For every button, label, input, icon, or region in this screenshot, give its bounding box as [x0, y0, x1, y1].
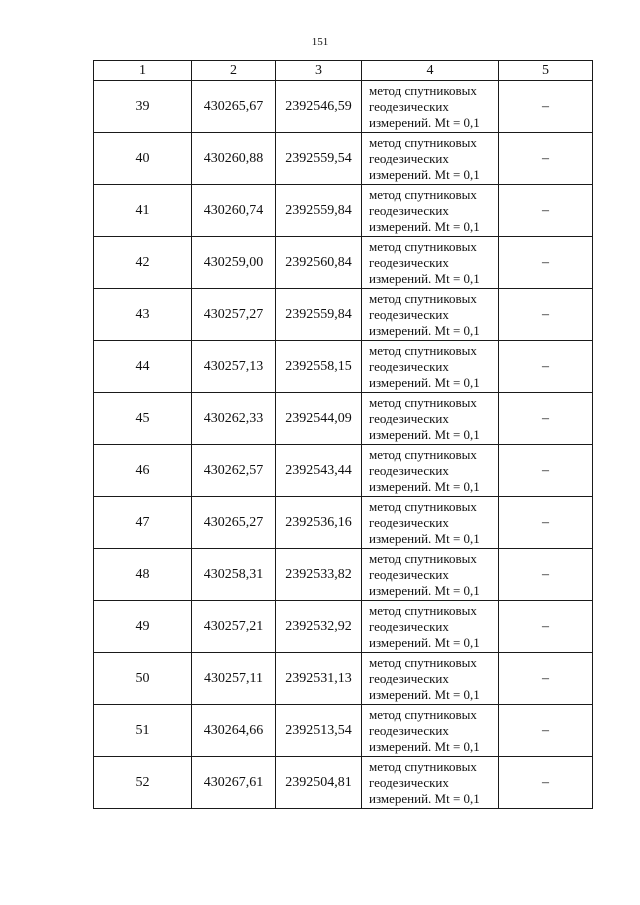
- method-line-1: метод спутниковых: [369, 186, 477, 202]
- page-number: 151: [311, 36, 329, 48]
- note-cell: –: [499, 497, 593, 549]
- method-cell: [362, 445, 499, 497]
- table-row: [94, 81, 593, 133]
- method-cell: [362, 237, 499, 289]
- table-row: [94, 185, 593, 237]
- y-coordinate-cell: 2392559,84: [276, 185, 362, 237]
- method-line-1: метод спутниковых: [369, 134, 477, 150]
- table-row: [94, 445, 593, 497]
- point-number-cell: 45: [94, 393, 192, 445]
- method-line-1: метод спутниковых: [369, 394, 477, 410]
- x-coordinate-cell: 430267,61: [192, 757, 276, 809]
- x-coordinate-cell: 430257,11: [192, 653, 276, 705]
- point-number-cell: 39: [94, 81, 192, 133]
- column-header-1: 1: [94, 61, 192, 81]
- x-coordinate-cell: 430260,88: [192, 133, 276, 185]
- method-line-2: геодезических: [369, 618, 449, 634]
- x-coordinate-cell: 430262,57: [192, 445, 276, 497]
- x-coordinate-cell: 430257,27: [192, 289, 276, 341]
- table-row: [94, 237, 593, 289]
- point-number-cell: 48: [94, 549, 192, 601]
- method-line-1: метод спутниковых: [369, 758, 477, 774]
- method-line-3: измерений. Mt = 0,1: [369, 478, 480, 494]
- note-cell: –: [499, 393, 593, 445]
- method-line-3: измерений. Mt = 0,1: [369, 270, 480, 286]
- method-line-2: геодезических: [369, 254, 449, 270]
- method-cell: [362, 393, 499, 445]
- method-line-2: геодезических: [369, 670, 449, 686]
- point-number-cell: 52: [94, 757, 192, 809]
- method-cell: [362, 497, 499, 549]
- method-cell: [362, 549, 499, 601]
- y-coordinate-cell: 2392558,15: [276, 341, 362, 393]
- method-line-3: измерений. Mt = 0,1: [369, 374, 480, 390]
- note-cell: –: [499, 237, 593, 289]
- method-line-2: геодезических: [369, 566, 449, 582]
- point-number-cell: 41: [94, 185, 192, 237]
- table-body: [94, 81, 593, 809]
- note-cell: –: [499, 185, 593, 237]
- y-coordinate-cell: 2392533,82: [276, 549, 362, 601]
- point-number-cell: 47: [94, 497, 192, 549]
- note-cell: –: [499, 445, 593, 497]
- table-row: [94, 705, 593, 757]
- method-line-1: метод спутниковых: [369, 238, 477, 254]
- method-line-2: геодезических: [369, 410, 449, 426]
- method-line-3: измерений. Mt = 0,1: [369, 634, 480, 650]
- point-number-cell: 40: [94, 133, 192, 185]
- method-line-2: геодезических: [369, 202, 449, 218]
- method-line-3: измерений. Mt = 0,1: [369, 114, 480, 130]
- method-cell: [362, 757, 499, 809]
- note-cell: –: [499, 757, 593, 809]
- method-cell: [362, 289, 499, 341]
- point-number-cell: 46: [94, 445, 192, 497]
- column-header-5: 5: [499, 61, 593, 81]
- method-line-1: метод спутниковых: [369, 654, 477, 670]
- method-line-2: геодезических: [369, 98, 449, 114]
- method-line-3: измерений. Mt = 0,1: [369, 790, 480, 806]
- table-row: [94, 653, 593, 705]
- x-coordinate-cell: 430257,21: [192, 601, 276, 653]
- x-coordinate-cell: 430264,66: [192, 705, 276, 757]
- point-number-cell: 43: [94, 289, 192, 341]
- y-coordinate-cell: 2392532,92: [276, 601, 362, 653]
- table-row: [94, 341, 593, 393]
- method-line-2: геодезических: [369, 774, 449, 790]
- coordinates-table: [93, 60, 593, 809]
- column-header-2: 2: [192, 61, 276, 81]
- method-cell: [362, 133, 499, 185]
- method-line-1: метод спутниковых: [369, 602, 477, 618]
- note-cell: –: [499, 601, 593, 653]
- note-cell: –: [499, 705, 593, 757]
- method-cell: [362, 185, 499, 237]
- method-line-1: метод спутниковых: [369, 550, 477, 566]
- y-coordinate-cell: 2392543,44: [276, 445, 362, 497]
- note-cell: –: [499, 289, 593, 341]
- column-header-4: 4: [362, 61, 499, 81]
- method-line-2: геодезических: [369, 358, 449, 374]
- point-number-cell: 44: [94, 341, 192, 393]
- method-line-1: метод спутниковых: [369, 446, 477, 462]
- y-coordinate-cell: 2392536,16: [276, 497, 362, 549]
- note-cell: –: [499, 81, 593, 133]
- method-line-3: измерений. Mt = 0,1: [369, 582, 480, 598]
- table-row: [94, 757, 593, 809]
- x-coordinate-cell: 430259,00: [192, 237, 276, 289]
- y-coordinate-cell: 2392560,84: [276, 237, 362, 289]
- method-line-1: метод спутниковых: [369, 290, 477, 306]
- header-row: [94, 61, 593, 81]
- method-line-3: измерений. Mt = 0,1: [369, 166, 480, 182]
- y-coordinate-cell: 2392546,59: [276, 81, 362, 133]
- x-coordinate-cell: 430262,33: [192, 393, 276, 445]
- table-row: [94, 497, 593, 549]
- table-header: [94, 61, 593, 81]
- method-line-2: геодезических: [369, 462, 449, 478]
- table-row: [94, 549, 593, 601]
- method-line-3: измерений. Mt = 0,1: [369, 530, 480, 546]
- method-cell: [362, 81, 499, 133]
- y-coordinate-cell: 2392544,09: [276, 393, 362, 445]
- method-cell: [362, 601, 499, 653]
- y-coordinate-cell: 2392504,81: [276, 757, 362, 809]
- point-number-cell: 51: [94, 705, 192, 757]
- method-line-2: геодезических: [369, 306, 449, 322]
- y-coordinate-cell: 2392531,13: [276, 653, 362, 705]
- column-header-3: 3: [276, 61, 362, 81]
- table-row: [94, 133, 593, 185]
- method-line-3: измерений. Mt = 0,1: [369, 322, 480, 338]
- x-coordinate-cell: 430265,27: [192, 497, 276, 549]
- note-cell: –: [499, 653, 593, 705]
- method-line-2: геодезических: [369, 514, 449, 530]
- method-line-1: метод спутниковых: [369, 342, 477, 358]
- note-cell: –: [499, 549, 593, 601]
- method-line-1: метод спутниковых: [369, 82, 477, 98]
- y-coordinate-cell: 2392513,54: [276, 705, 362, 757]
- table-row: [94, 601, 593, 653]
- x-coordinate-cell: 430260,74: [192, 185, 276, 237]
- x-coordinate-cell: 430257,13: [192, 341, 276, 393]
- method-line-1: метод спутниковых: [369, 706, 477, 722]
- point-number-cell: 50: [94, 653, 192, 705]
- table-row: [94, 289, 593, 341]
- point-number-cell: 42: [94, 237, 192, 289]
- method-cell: [362, 653, 499, 705]
- method-line-2: геодезических: [369, 722, 449, 738]
- table-row: [94, 393, 593, 445]
- point-number-cell: 49: [94, 601, 192, 653]
- method-cell: [362, 341, 499, 393]
- method-line-3: измерений. Mt = 0,1: [369, 426, 480, 442]
- x-coordinate-cell: 430265,67: [192, 81, 276, 133]
- method-line-3: измерений. Mt = 0,1: [369, 686, 480, 702]
- method-line-2: геодезических: [369, 150, 449, 166]
- note-cell: –: [499, 341, 593, 393]
- method-line-3: измерений. Mt = 0,1: [369, 738, 480, 754]
- method-cell: [362, 705, 499, 757]
- note-cell: –: [499, 133, 593, 185]
- y-coordinate-cell: 2392559,54: [276, 133, 362, 185]
- method-line-3: измерений. Mt = 0,1: [369, 218, 480, 234]
- x-coordinate-cell: 430258,31: [192, 549, 276, 601]
- y-coordinate-cell: 2392559,84: [276, 289, 362, 341]
- method-line-1: метод спутниковых: [369, 498, 477, 514]
